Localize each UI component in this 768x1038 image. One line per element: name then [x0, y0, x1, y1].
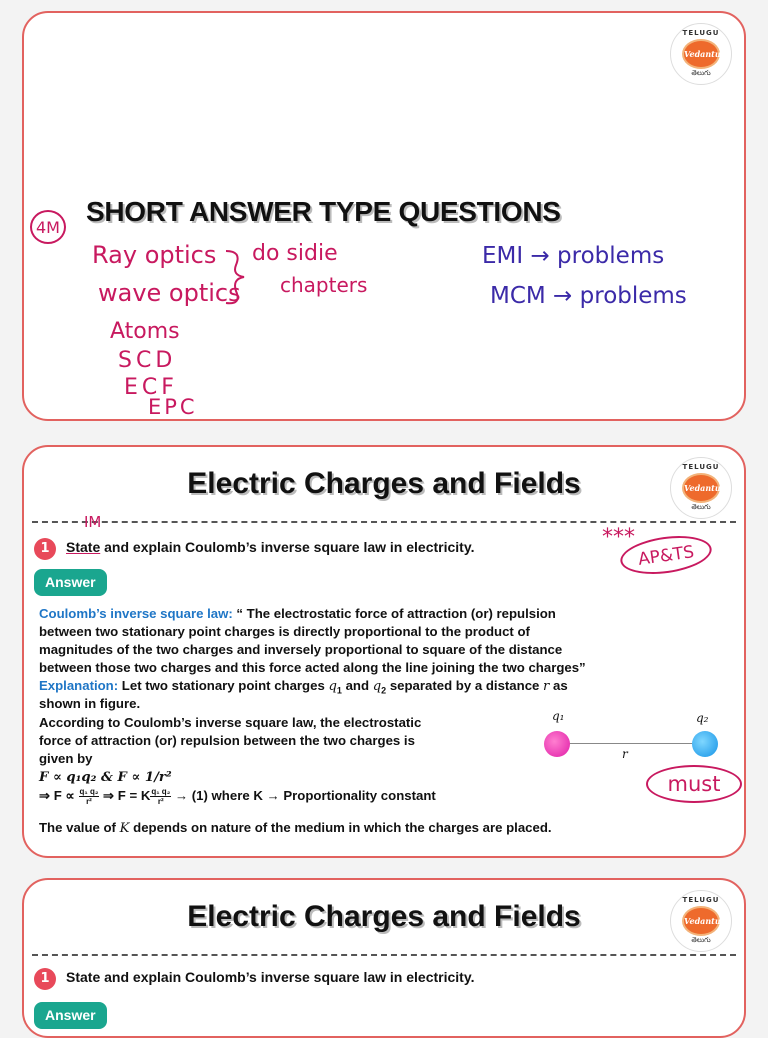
force-proportionality: F ∝ q₁q₂ & F ∝ 1/r²: [39, 770, 172, 785]
according-line-3: given by: [39, 751, 93, 766]
note-epc: EPC: [148, 395, 198, 419]
note-chapters: chapters: [280, 273, 368, 297]
eq-part-a: ⇒ F ∝: [39, 788, 79, 803]
question-rest: and explain Coulomb’s inverse square law in electricity.: [100, 539, 475, 555]
figure-label-r: r: [622, 747, 628, 761]
frac2-num: q₁ q₂: [151, 787, 171, 797]
note-ray-optics: Ray optics: [92, 241, 217, 269]
explanation-label: Explanation:: [39, 678, 119, 693]
expl-c: as: [549, 678, 568, 693]
logo-brand-text: Vedantu: [684, 483, 721, 493]
slide-coulombs-law-repeat: [22, 878, 746, 1038]
law-line-3: magnitudes of the two charges and inversely proportional to square of the distance: [39, 642, 563, 657]
note-do-sidie: do sidie: [252, 241, 338, 266]
marks-note: 4M: [30, 210, 66, 244]
brace-mark: [220, 247, 250, 307]
law-label: Coulomb’s inverse square law:: [39, 606, 233, 621]
figure-distance-line: [556, 743, 704, 744]
q1-symbol: q: [328, 679, 337, 694]
q2-sub: 2: [381, 685, 387, 696]
fraction-2: [150, 787, 171, 806]
vedantu-telugu-logo: [670, 23, 732, 85]
k-line-b: depends on nature of the medium in which the charges are placed.: [129, 820, 552, 835]
section-title: Electric Charges and Fields: [187, 467, 581, 500]
note-wave-optics: wave optics: [98, 279, 241, 307]
question-text: [66, 539, 474, 555]
slide-coulombs-law: [22, 445, 746, 858]
note-emi: EMI → problems: [482, 243, 665, 269]
frac1-num: q₁ q₂: [79, 787, 99, 797]
answer-label: Answer: [34, 569, 107, 596]
note-im: IM: [84, 513, 102, 531]
answer-label: Answer: [34, 1002, 107, 1029]
dashed-divider: [32, 954, 736, 956]
note-atoms: Atoms: [110, 319, 180, 344]
law-line-4: between those two charges and this force acted along the line joining the two charges”: [39, 660, 586, 675]
eq-part-b: ⇒ F = K: [99, 788, 151, 803]
frac2-den: r²: [157, 797, 164, 807]
q2-symbol: q: [372, 679, 382, 694]
question-number-badge: 1: [34, 968, 56, 990]
note-mcm: MCM → problems: [490, 283, 687, 309]
r-symbol: r: [543, 679, 550, 694]
section-title: Electric Charges and Fields: [187, 900, 581, 933]
logo-disc: [682, 39, 720, 69]
expl-a: Let two stationary point charges: [118, 678, 329, 693]
note-ap-ts: AP&TS: [618, 531, 714, 579]
charge-q1-dot: [544, 731, 570, 757]
note-stars: ***: [602, 525, 635, 550]
question-text: State and explain Coulomb’s inverse square law in electricity.: [66, 969, 475, 985]
k-dependence-line: [39, 819, 552, 838]
dashed-divider: [32, 521, 736, 523]
charge-q2-dot: [692, 731, 718, 757]
note-scd: SCD: [118, 348, 177, 373]
fraction-1: [79, 787, 100, 806]
logo-brand-text: Vedantu: [684, 49, 721, 59]
logo-top-text: TELUGU: [682, 29, 720, 37]
expl-and: and: [341, 678, 373, 693]
slide-short-answer: [22, 11, 746, 421]
law-line-1-text: “ The electrostatic force of attraction (or) repulsion: [232, 606, 556, 621]
q1-sub: 1: [336, 685, 342, 696]
note-ecf: ECF: [124, 375, 178, 400]
section-title: SHORT ANSWER TYPE QUESTIONS: [86, 196, 561, 227]
according-line-1: According to Coulomb’s inverse square law, the electrostatic: [39, 715, 422, 730]
expl-b: separated by a distance: [386, 678, 544, 693]
logo-bottom-text: తెలుగు: [691, 936, 711, 944]
logo-top-text: TELUGU: [682, 463, 720, 471]
explanation-line-2: shown in figure.: [39, 696, 141, 711]
k-line-a: The value of: [39, 820, 120, 835]
logo-bottom-text: తెలుగు: [691, 503, 711, 511]
force-equation: [39, 787, 436, 806]
note-must: must: [646, 765, 742, 803]
eq-part-c: → (1) where K → Proportionality constant: [171, 788, 436, 803]
according-line-2: force of attraction (or) repulsion between the two charges is: [39, 733, 415, 748]
figure-label-q1: q₁: [552, 709, 565, 723]
question-first-word: State: [66, 539, 101, 555]
law-line-2: between two stationary point charges is directly proportional to the product of: [39, 624, 530, 639]
figure-label-q2: q₂: [696, 711, 709, 725]
law-line-1: [39, 605, 556, 623]
logo-brand-text: Vedantu: [684, 916, 721, 926]
frac1-den: r²: [86, 797, 92, 807]
question-number-badge: 1: [34, 538, 56, 560]
logo-top-text: TELUGU: [682, 896, 720, 904]
logo-bottom-text: తెలుగు: [691, 69, 711, 77]
k-symbol: K: [119, 821, 130, 836]
